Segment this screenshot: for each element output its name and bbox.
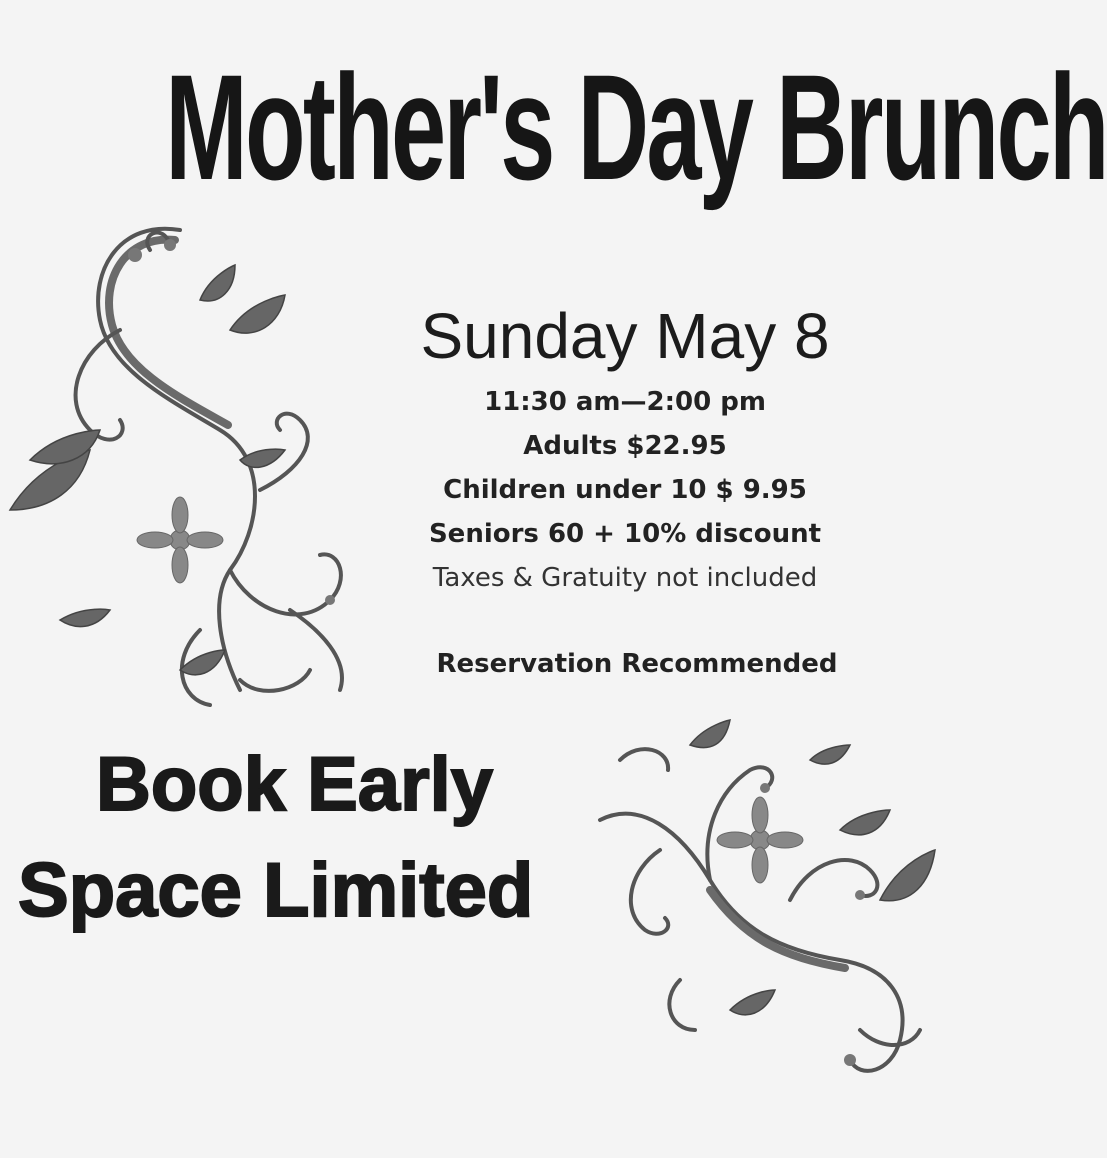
- event-time: 11:30 am—2:00 pm: [484, 387, 766, 417]
- seniors-discount: Seniors 60 + 10% discount: [428, 519, 822, 549]
- event-details: [370, 380, 880, 600]
- reservation-note: Reservation Recommended: [436, 649, 838, 679]
- page-title: Mother's Day Brunch: [165, 43, 1107, 211]
- price-adults: Adults $22.95: [523, 431, 727, 461]
- promo-space-limited: Space Limited: [18, 848, 534, 933]
- floral-swirl-icon: [0, 210, 400, 730]
- event-date: Sunday May 8: [420, 300, 830, 372]
- taxes-note: Taxes & Gratuity not included: [432, 563, 818, 593]
- floral-swirl-icon: [560, 700, 960, 1120]
- promo-book-early: Book Early: [96, 742, 494, 827]
- price-children: Children under 10 $ 9.95: [443, 475, 807, 505]
